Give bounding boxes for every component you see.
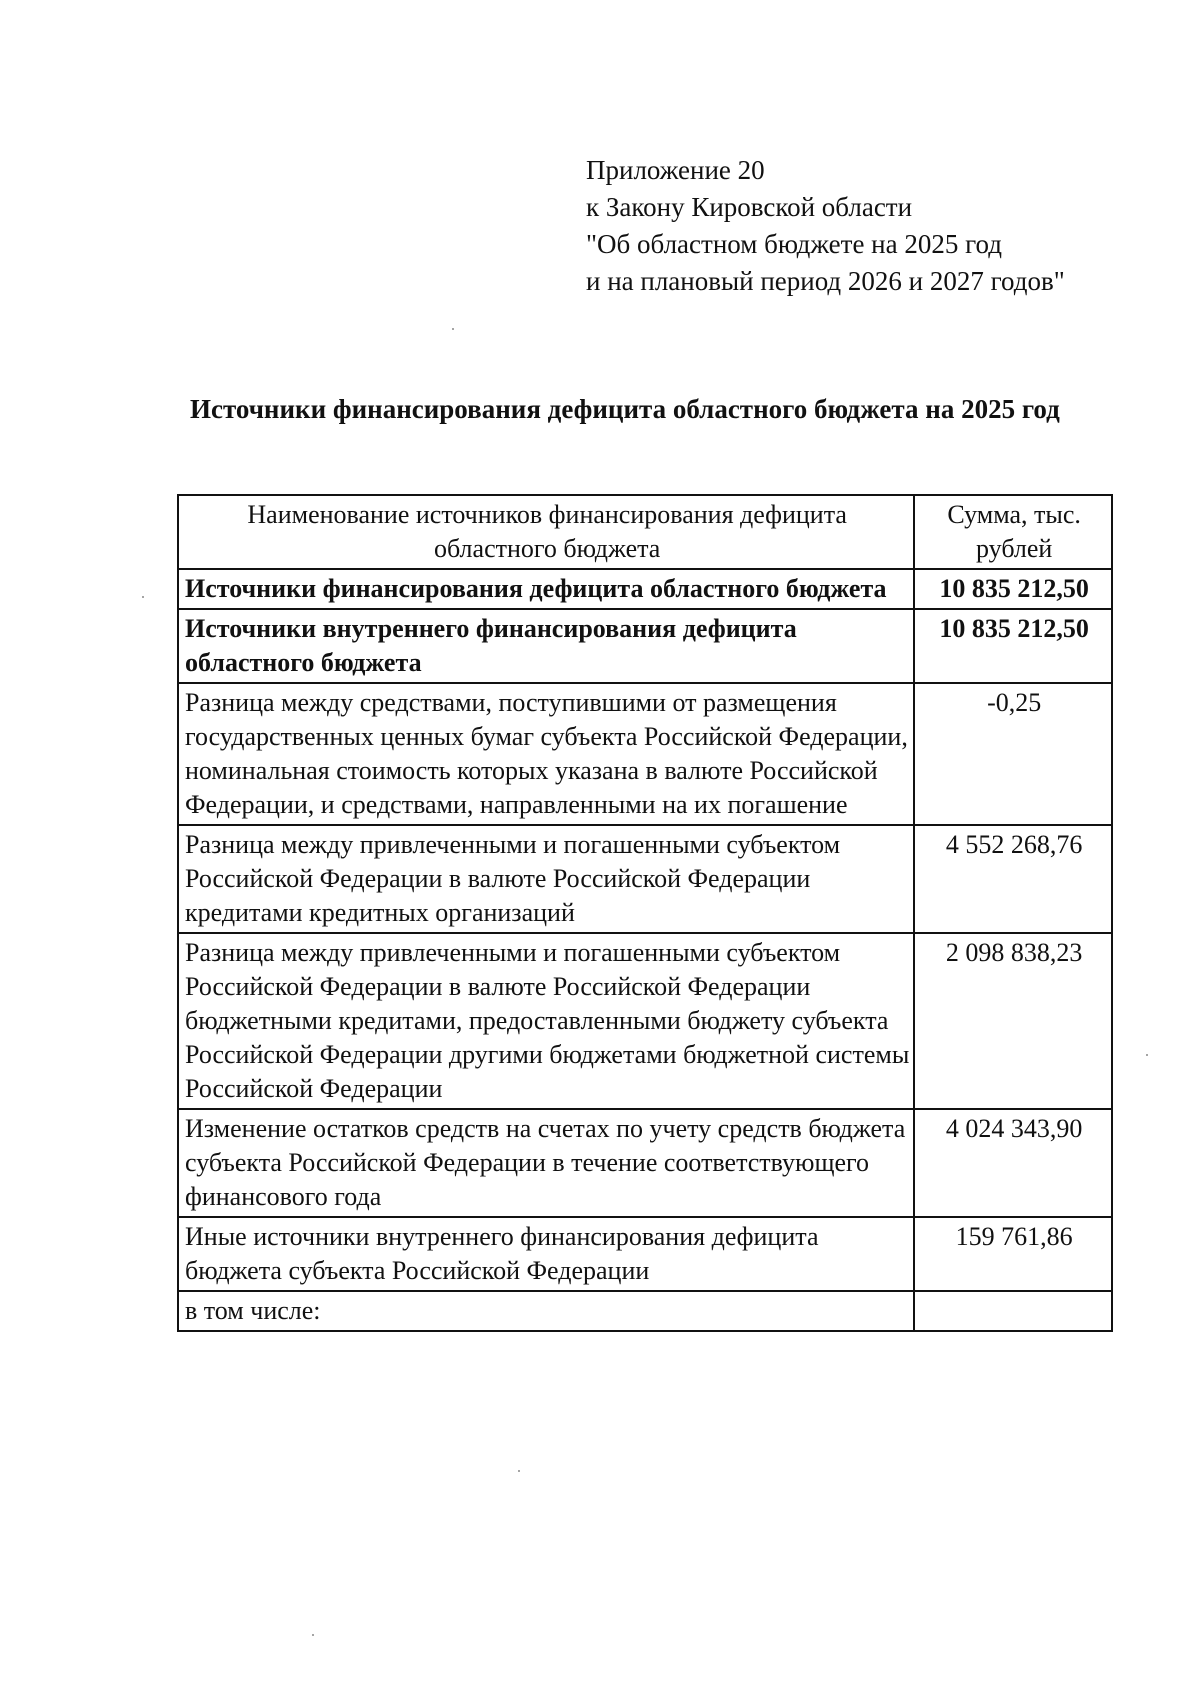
row-sum-cell: 10 835 212,50 <box>914 569 1112 609</box>
financing-sources-table <box>177 494 1113 1332</box>
document-title: Источники финансирования дефицита областного бюджета на 2025 год <box>190 394 1060 424</box>
table-row <box>178 1291 1112 1331</box>
row-sum-cell: 2 098 838,23 <box>914 933 1112 1109</box>
row-name-cell: Иные источники внутреннего финансирования дефицита бюджета субъекта Российской Федерации <box>178 1217 914 1291</box>
table-row <box>178 1109 1112 1217</box>
header-sum-cell: Сумма, тыс. рублей <box>914 495 1112 569</box>
scan-speck <box>1146 1054 1148 1056</box>
table-header-row <box>178 495 1112 569</box>
appendix-line: и на плановый период 2026 и 2027 годов" <box>586 266 1065 296</box>
table-row <box>178 569 1112 609</box>
row-name-cell: Изменение остатков средств на счетах по учету средств бюджета субъекта Российской Федерации в течение соответствующего финансового года <box>178 1109 914 1217</box>
row-name-cell: Источники внутреннего финансирования дефицита областного бюджета <box>178 609 914 683</box>
row-name-cell: Разница между средствами, поступившими от размещения государственных ценных бумаг субъекта Российской Федерации, номинальная стоимость которых указана в валюте Российской Федерации, и средствами, направленными на их погашение <box>178 683 914 825</box>
scan-speck <box>312 1634 314 1636</box>
row-sum-cell: 159 761,86 <box>914 1217 1112 1291</box>
row-sum-cell <box>914 1291 1112 1331</box>
row-name-cell: Источники финансирования дефицита областного бюджета <box>178 569 914 609</box>
header-name-cell: Наименование источников финансирования дефицита областного бюджета <box>178 495 914 569</box>
scan-speck <box>518 1470 520 1472</box>
appendix-header <box>586 152 1065 300</box>
row-sum-cell: -0,25 <box>914 683 1112 825</box>
row-sum-cell: 10 835 212,50 <box>914 609 1112 683</box>
row-sum-cell: 4 024 343,90 <box>914 1109 1112 1217</box>
appendix-line: Приложение 20 <box>586 155 765 185</box>
row-name-cell: Разница между привлеченными и погашенными субъектом Российской Федерации в валюте Российской Федерации кредитами кредитных организаций <box>178 825 914 933</box>
table-row <box>178 683 1112 825</box>
table-row <box>178 825 1112 933</box>
table-row <box>178 609 1112 683</box>
table-row <box>178 933 1112 1109</box>
appendix-line: "Об областном бюджете на 2025 год <box>586 229 1002 259</box>
scan-speck <box>452 328 454 330</box>
row-sum-cell: 4 552 268,76 <box>914 825 1112 933</box>
appendix-line: к Закону Кировской области <box>586 192 913 222</box>
row-name-cell: в том числе: <box>178 1291 914 1331</box>
row-name-cell: Разница между привлеченными и погашенными субъектом Российской Федерации в валюте Российской Федерации бюджетными кредитами, предоставленными бюджету субъекта Российской Федерации другими бюджетами бюджетной системы Российской Федерации <box>178 933 914 1109</box>
scan-speck <box>142 596 144 598</box>
table-row <box>178 1217 1112 1291</box>
